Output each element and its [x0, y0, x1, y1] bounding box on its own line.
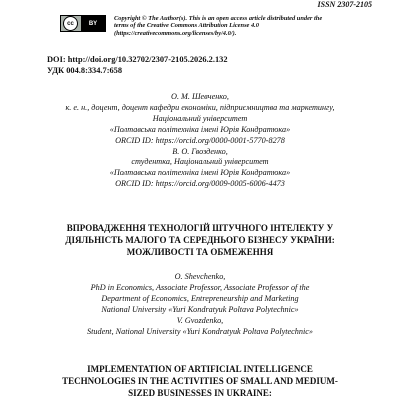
title-line: ВПРОВАДЖЕННЯ ТЕХНОЛОГІЙ ШТУЧНОГО ІНТЕЛЕКТУ У	[66, 223, 334, 233]
author-affiliation: «Полтавська політехніка імені Юрія Кондратюка»	[109, 168, 291, 178]
author-affiliation: «Полтавська політехніка імені Юрія Кондратюка»	[109, 124, 291, 134]
author-affiliation: PhD in Economics, Associate Professor, Associate Professor of the	[90, 283, 310, 292]
cc-badge-by: BY	[81, 16, 105, 31]
title-line: IMPLEMENTATION OF ARTIFICIAL INTELLIGENCE	[87, 364, 313, 374]
author-affiliation: студентка, Національний університет	[131, 157, 269, 167]
author-name: О. М. Шевченко,	[171, 92, 229, 101]
orcid-link[interactable]: ORCID ID: https://orcid.org/0009-0005-6006-4473	[115, 179, 285, 189]
authors-en-block	[0, 271, 400, 337]
license-text	[114, 15, 322, 37]
title-line: SIZED BUSINESSES IN UKRAINE:	[128, 388, 272, 398]
cc-badge-circle: cc	[63, 16, 78, 31]
udc-code: УДК 004.8:334.7:658	[47, 66, 123, 75]
author-affiliation: Department of Economics, Entrepreneurship and Marketing	[101, 294, 299, 303]
title-line: МОЖЛИВОСТІ ТА ОБМЕЖЕННЯ	[126, 247, 274, 257]
article-title-en	[40, 363, 360, 399]
license-link[interactable]: (https://creativecommons.org/licenses/by/4.0/).	[114, 29, 237, 37]
license-line: terms of the Creative Commons Attribution License 4.0	[114, 22, 259, 30]
authors-uk-block	[0, 92, 400, 190]
orcid-link[interactable]: ORCID ID: https://orcid.org/0000-0001-5770-8278	[115, 135, 285, 145]
author-affiliation: к. е. н., доцент, доцент кафедри економіки, підприємництва та маркетингу,	[65, 102, 335, 112]
author-affiliation: Student, National University «Yuri Kondratyuk Poltava Polytechnic»	[87, 327, 313, 336]
author-name: O. Shevchenko,	[174, 272, 226, 281]
title-line: TECHNOLOGIES IN THE ACTIVITIES OF SMALL AND MEDIUM-	[62, 376, 338, 386]
author-affiliation: National University «Yuri Kondratyuk Poltava Polytechnic»	[101, 305, 299, 314]
identifiers-block	[47, 54, 228, 76]
author-affiliation: Національний університет	[152, 113, 248, 123]
license-block	[60, 15, 360, 37]
article-title-uk	[40, 222, 360, 258]
issn-header: ISSN 2307-2105	[317, 0, 372, 9]
author-name: В. О. Гвозденко,	[172, 146, 228, 156]
license-line: Copyright © The Author(s). This is an open access article distributed under the	[114, 15, 323, 22]
author-name: V. Gvozdenko,	[176, 316, 224, 325]
cc-by-badge-icon[interactable]	[60, 15, 106, 32]
title-line: ДІЯЛЬНІСТЬ МАЛОГО ТА СЕРЕДНЬОГО БІЗНЕСУ УКРАЇНИ:	[65, 235, 335, 245]
doi-link[interactable]: DOI: http://doi.org/10.32702/2307-2105.2026.2.132	[47, 55, 228, 64]
